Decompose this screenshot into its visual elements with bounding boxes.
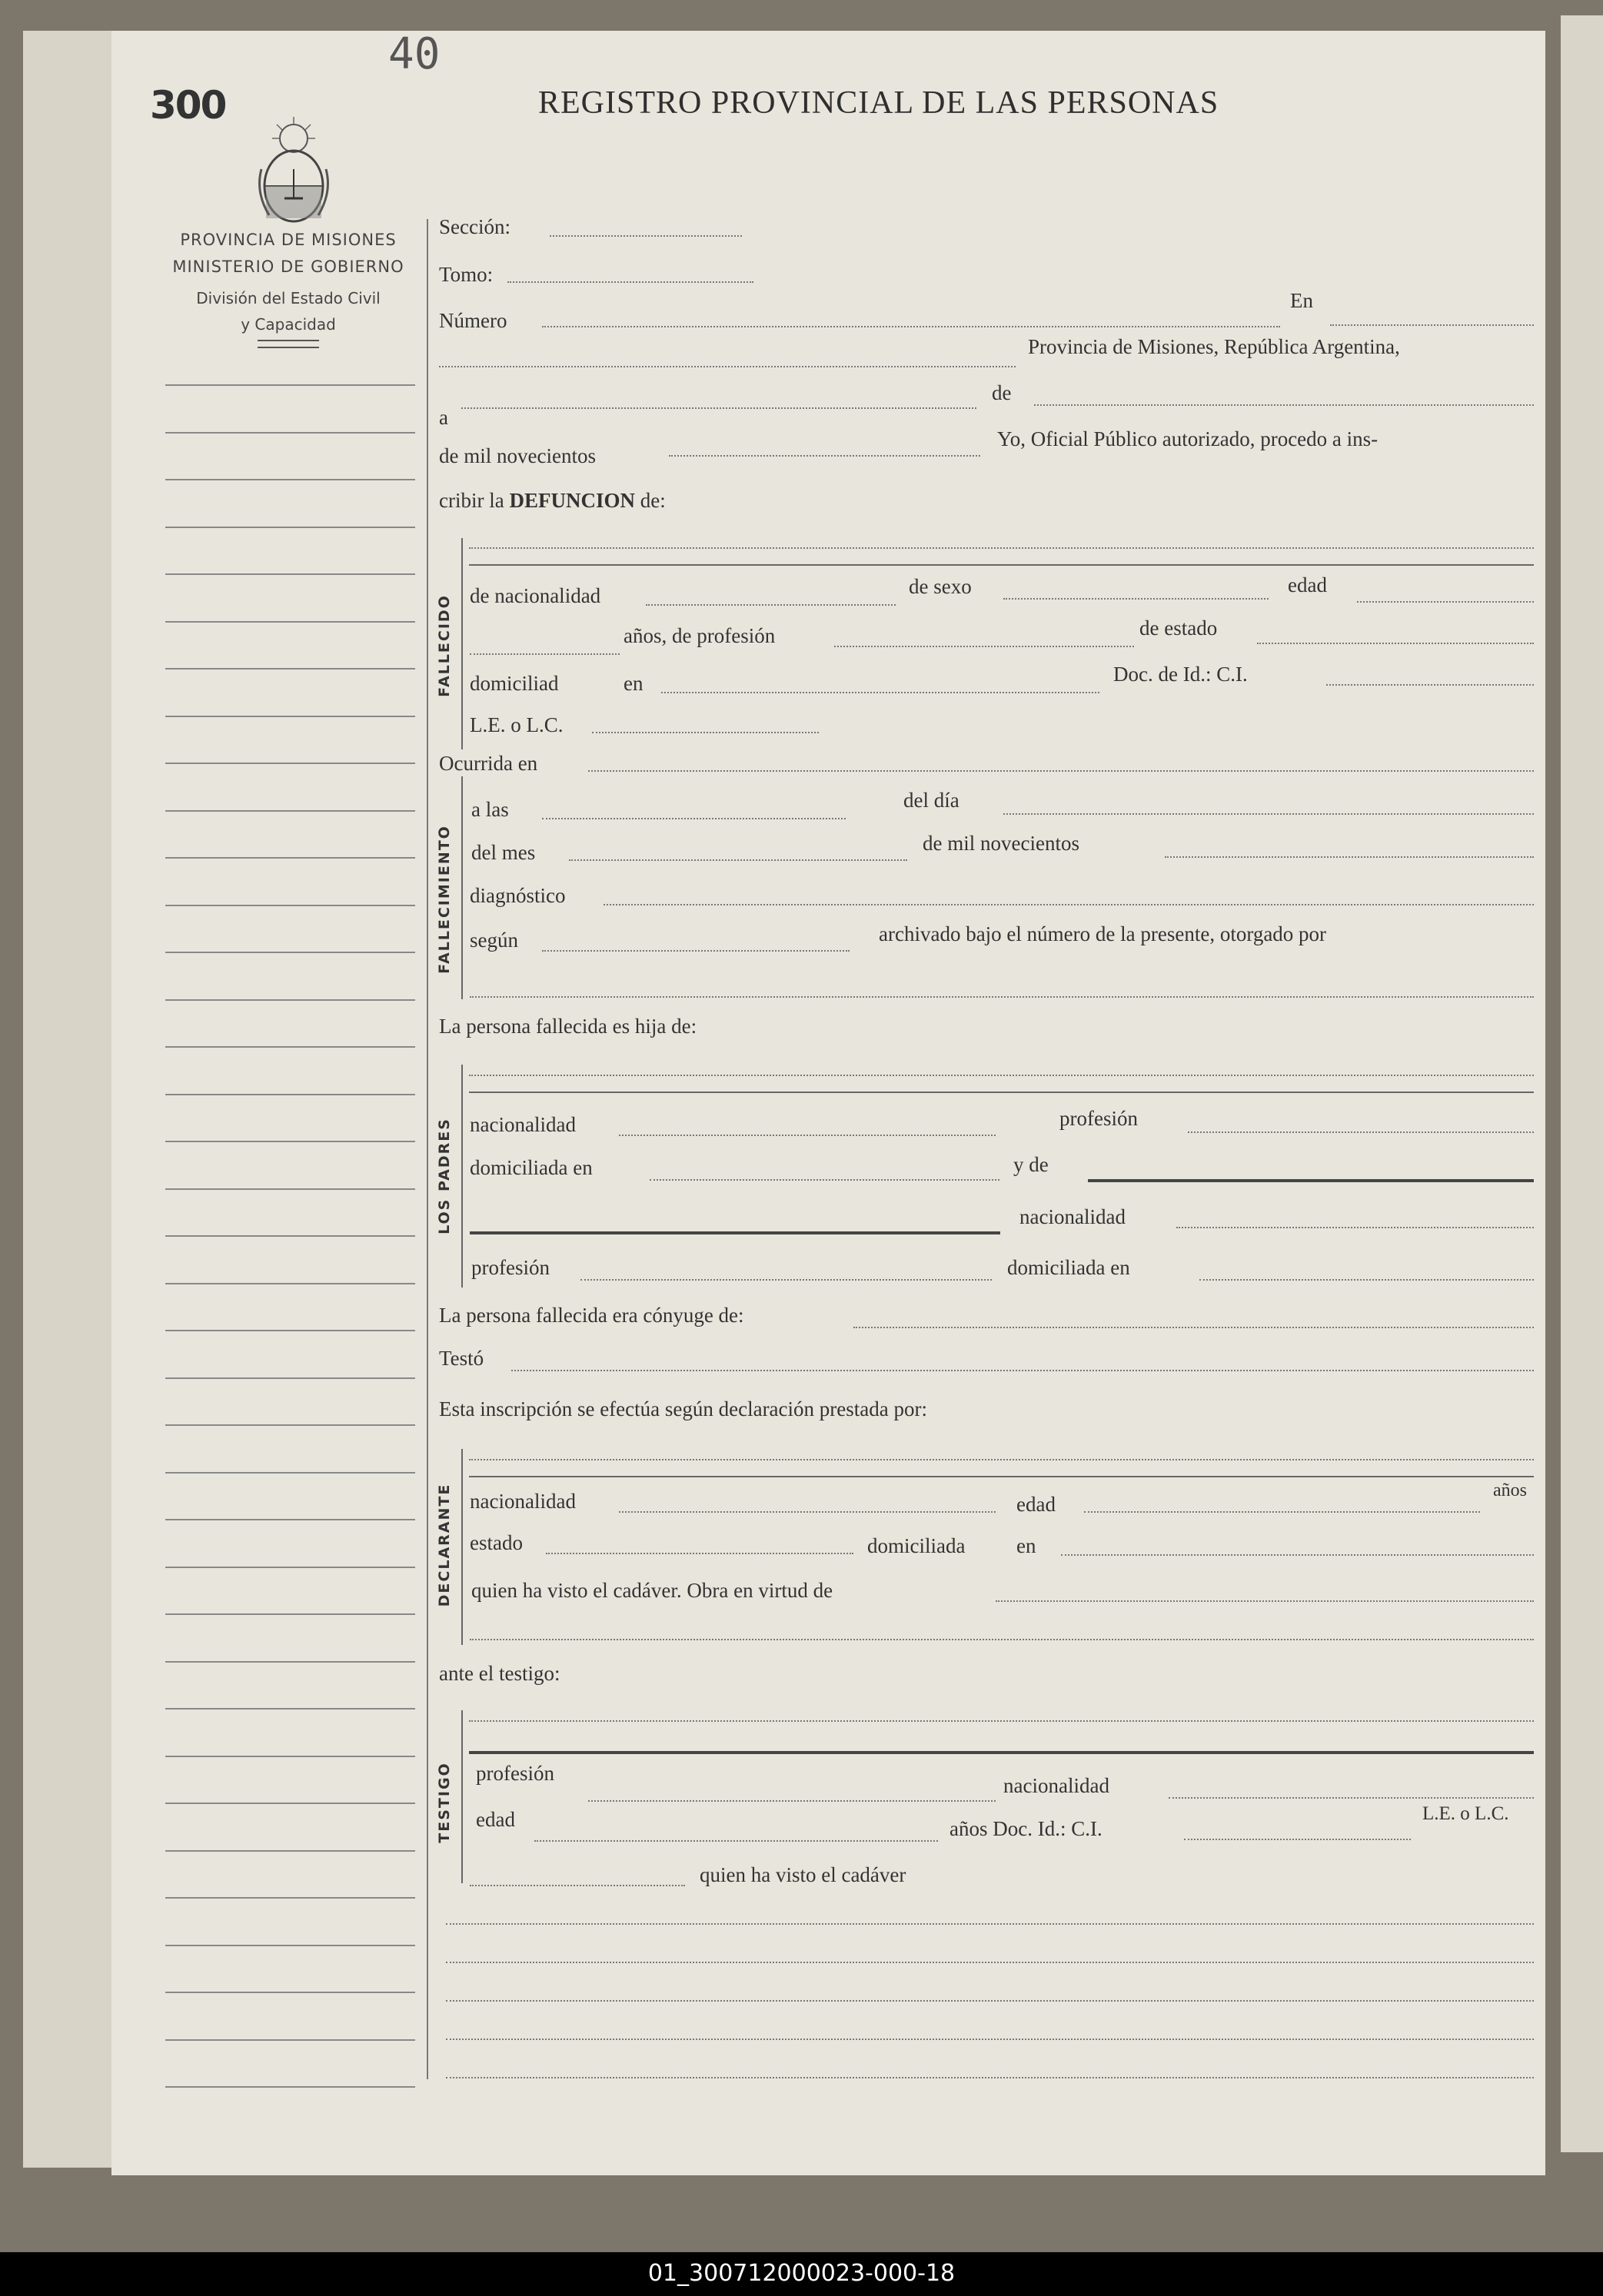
label-anos-decl: años [1493, 1480, 1527, 1500]
right-page-edge [1561, 15, 1603, 2152]
padres-bracket [461, 1065, 463, 1288]
label-profesion-madre: profesión [471, 1256, 550, 1279]
margin-rule [165, 668, 415, 670]
field-profesion[interactable] [834, 646, 1134, 647]
section-label-testigo: TESTIGO [436, 1762, 453, 1843]
field-anio[interactable] [669, 455, 980, 457]
field-profesion-testigo[interactable] [588, 1800, 996, 1802]
margin-rule [165, 384, 415, 386]
document-title: REGISTRO PROVINCIAL DE LAS PERSONAS [538, 85, 1219, 121]
label-doc-id: Doc. de Id.: C.I. [1113, 663, 1248, 686]
field-hora[interactable] [542, 818, 846, 819]
label-diagnostico: diagnóstico [470, 884, 566, 907]
label-tomo: Tomo: [439, 263, 494, 286]
margin-rule [165, 573, 415, 575]
testigo-bracket [461, 1710, 463, 1883]
field-domicilio-madre[interactable] [1199, 1279, 1534, 1281]
field-tomo[interactable] [507, 281, 753, 283]
footer-bar [0, 2252, 1603, 2296]
field-nacionalidad-testigo[interactable] [1169, 1797, 1534, 1799]
label-profesion-testigo: profesión [476, 1762, 554, 1785]
fallecido-bracket [461, 538, 463, 749]
fallecimiento-bracket [461, 776, 463, 999]
department-capacity: y Capacidad [241, 315, 336, 334]
declarante-bracket [461, 1449, 463, 1645]
margin-rule [165, 1188, 415, 1190]
label-provincia: Provincia de Misiones, República Argentina, [1028, 335, 1400, 358]
margin-rule [165, 1046, 415, 1048]
coat-of-arms-icon [254, 115, 334, 227]
field-anos[interactable] [470, 653, 620, 655]
margin-rule [165, 1330, 415, 1331]
footer-image-id: 01_300712000023-000-18 [647, 2260, 956, 2287]
field-segun[interactable] [542, 950, 850, 952]
notes-rule[interactable] [446, 1962, 1534, 1963]
field-de[interactable] [1034, 404, 1534, 406]
label-domiciliad: domiciliad [470, 672, 559, 695]
label-y-de: y de [1013, 1153, 1049, 1176]
field-en[interactable] [1330, 324, 1534, 326]
field-testo[interactable] [511, 1370, 1534, 1371]
testigo-top-rule [469, 1751, 1534, 1754]
field-seccion[interactable] [550, 235, 742, 237]
field-sexo[interactable] [1003, 598, 1269, 600]
margin-rule [165, 1235, 415, 1237]
field-nacionalidad-decl[interactable] [619, 1511, 996, 1513]
label-archivado: archivado bajo el número de la presente, otorgado por [879, 922, 1327, 945]
field-le-lc-testigo[interactable] [470, 1885, 685, 1886]
notes-rule[interactable] [446, 2000, 1534, 2002]
field-ci-testigo[interactable] [1184, 1839, 1411, 1840]
field-estado-decl[interactable] [546, 1553, 853, 1554]
margin-rule [165, 432, 415, 434]
field-edad[interactable] [1357, 601, 1534, 603]
margin-rule [165, 1377, 415, 1379]
label-sexo: de sexo [909, 575, 972, 598]
label-a-las: a las [471, 798, 509, 821]
label-quien-ha-visto-decl: quien ha visto el cadáver. Obra en virtud de [471, 1579, 833, 1602]
label-en: En [1290, 289, 1313, 312]
label-numero: Número [439, 309, 507, 332]
label-domiciliada-decl: domiciliada [867, 1534, 966, 1557]
label-edad: edad [1288, 573, 1327, 596]
label-ante-testigo: ante el testigo: [439, 1662, 560, 1685]
margin-rule [165, 1424, 415, 1426]
margin-rule [165, 1613, 415, 1615]
label-nacionalidad: de nacionalidad [470, 584, 601, 607]
margin-divider [427, 219, 428, 2079]
section-label-padres: LOS PADRES [436, 1118, 453, 1234]
label-yo-oficial: Yo, Oficial Público autorizado, procedo a ins- [997, 427, 1379, 450]
field-nombre-declarante[interactable] [469, 1459, 1534, 1460]
label-nacionalidad-decl: nacionalidad [470, 1490, 576, 1513]
margin-rule [165, 1897, 415, 1899]
margin-rule [165, 1945, 415, 1946]
field-otorgado-por[interactable] [470, 996, 1534, 998]
label-nacionalidad-testigo: nacionalidad [1003, 1774, 1109, 1797]
label-estado-decl: estado [470, 1531, 523, 1554]
label-anos-profesion: años, de profesión [624, 624, 776, 647]
field-edad-testigo[interactable] [534, 1840, 938, 1842]
field-edad-decl[interactable] [1084, 1511, 1480, 1513]
margin-rule [165, 1756, 415, 1757]
field-nombre-madre[interactable] [1088, 1179, 1534, 1182]
margin-rule [165, 1567, 415, 1568]
margin-rule [165, 1708, 415, 1710]
department-underline [258, 340, 319, 348]
margin-rule [165, 1803, 415, 1804]
label-en-decl: en [1016, 1534, 1036, 1557]
margin-rule [165, 763, 415, 764]
field-nombre-fallecido[interactable] [469, 547, 1534, 549]
label-nacionalidad-padre: nacionalidad [470, 1113, 576, 1136]
label-estado: de estado [1139, 616, 1218, 640]
label-de-mil: de mil novecientos [439, 444, 596, 467]
field-mes[interactable] [569, 859, 907, 861]
margin-rule [165, 999, 415, 1001]
margin-rule [165, 857, 415, 859]
label-hija-de: La persona fallecida es hija de: [439, 1015, 697, 1038]
field-domicilio-padre[interactable] [650, 1179, 999, 1181]
label-quien-ha-visto-testigo: quien ha visto el cadáver [700, 1863, 906, 1886]
label-segun: según [470, 929, 518, 952]
label-nacionalidad-madre: nacionalidad [1019, 1205, 1126, 1228]
field-nacionalidad-madre[interactable] [1176, 1227, 1534, 1228]
label-le-lc-testigo: L.E. o L.C. [1422, 1803, 1509, 1824]
field-profesion-madre[interactable] [580, 1279, 992, 1281]
margin-rule [165, 952, 415, 953]
field-estado[interactable] [1257, 643, 1534, 644]
field-nacionalidad-padre[interactable] [619, 1135, 996, 1136]
margin-rule [165, 2086, 415, 2088]
label-domiciliada-madre: domiciliada en [1007, 1256, 1130, 1279]
label-domiciliada-padre: domiciliada en [470, 1156, 593, 1179]
label-del-mes: del mes [471, 841, 536, 864]
margin-rule [165, 1661, 415, 1663]
notes-rule[interactable] [446, 2077, 1534, 2078]
field-le-lc[interactable] [592, 732, 819, 733]
department-province: PROVINCIA DE MISIONES [180, 231, 397, 249]
department-division: División del Estado Civil [196, 289, 381, 307]
section-label-fallecimiento: FALLECIMIENTO [436, 825, 453, 974]
field-ci[interactable] [1326, 684, 1534, 686]
field-profesion-padre[interactable] [1188, 1131, 1534, 1133]
field-anio-fall[interactable] [1165, 856, 1534, 858]
field-domicilio-decl[interactable] [1061, 1554, 1534, 1556]
margin-rule [165, 2039, 415, 2041]
label-le-lc: L.E. o L.C. [470, 713, 564, 736]
page-number-stamp: 300 [150, 83, 226, 128]
margin-rule [165, 810, 415, 812]
label-ocurrida-en: Ocurrida en [439, 752, 538, 775]
padres-top-rule [469, 1092, 1534, 1093]
margin-rule [165, 527, 415, 528]
label-a: a [439, 406, 448, 429]
field-numero[interactable] [542, 326, 1280, 327]
label-profesion-padre: profesión [1059, 1107, 1138, 1130]
label-en-dom: en [624, 672, 644, 695]
field-obra-cont[interactable] [470, 1639, 1534, 1640]
label-edad-decl: edad [1016, 1493, 1056, 1516]
field-obra-en-virtud[interactable] [996, 1600, 1534, 1602]
margin-rule [165, 716, 415, 717]
department-ministry: MINISTERIO DE GOBIERNO [172, 258, 404, 276]
field-diagnostico[interactable] [604, 904, 1534, 905]
notes-rule[interactable] [446, 2038, 1534, 2040]
section-label-declarante: DECLARANTE [436, 1483, 453, 1607]
field-dia[interactable] [1003, 813, 1534, 815]
field-nombre-madre-cont[interactable] [470, 1231, 1000, 1234]
margin-rule [165, 621, 415, 623]
margin-rule [165, 1141, 415, 1142]
margin-rule [165, 1850, 415, 1852]
label-de-mil-fall: de mil novecientos [923, 832, 1079, 855]
label-anos-doc: años Doc. Id.: C.I. [949, 1817, 1102, 1840]
margin-rule [165, 1472, 415, 1474]
field-lugar[interactable] [439, 366, 1016, 367]
declarante-top-rule [469, 1476, 1534, 1477]
margin-rule [165, 479, 415, 480]
field-nombre-padre[interactable] [469, 1075, 1534, 1076]
label-cribir: cribir la DEFUNCION de: [439, 489, 666, 512]
notes-rule[interactable] [446, 1923, 1534, 1925]
label-edad-testigo: edad [476, 1808, 515, 1831]
label-seccion: Sección: [439, 215, 510, 238]
label-de: de [992, 381, 1012, 404]
margin-rule [165, 1094, 415, 1095]
label-inscripcion: Esta inscripción se efectúa según declaración prestada por: [439, 1397, 927, 1420]
label-del-dia: del día [903, 789, 959, 812]
fallecido-top-rule [469, 564, 1534, 566]
margin-rule [165, 1519, 415, 1520]
field-nombre-testigo[interactable] [469, 1720, 1534, 1722]
field-domicilio[interactable] [661, 692, 1099, 693]
section-label-fallecido: FALLECIDO [436, 594, 453, 697]
margin-rule [165, 1992, 415, 1993]
label-testo: Testó [439, 1347, 484, 1370]
handwritten-number: 40 [388, 29, 441, 79]
margin-rule [165, 1283, 415, 1284]
field-nacionalidad[interactable] [646, 604, 896, 606]
field-conyuge[interactable] [853, 1327, 1534, 1328]
field-ocurrida-en[interactable] [588, 770, 1534, 772]
label-conyuge: La persona fallecida era cónyuge de: [439, 1304, 744, 1327]
margin-rule [165, 905, 415, 906]
field-a[interactable] [461, 407, 976, 409]
